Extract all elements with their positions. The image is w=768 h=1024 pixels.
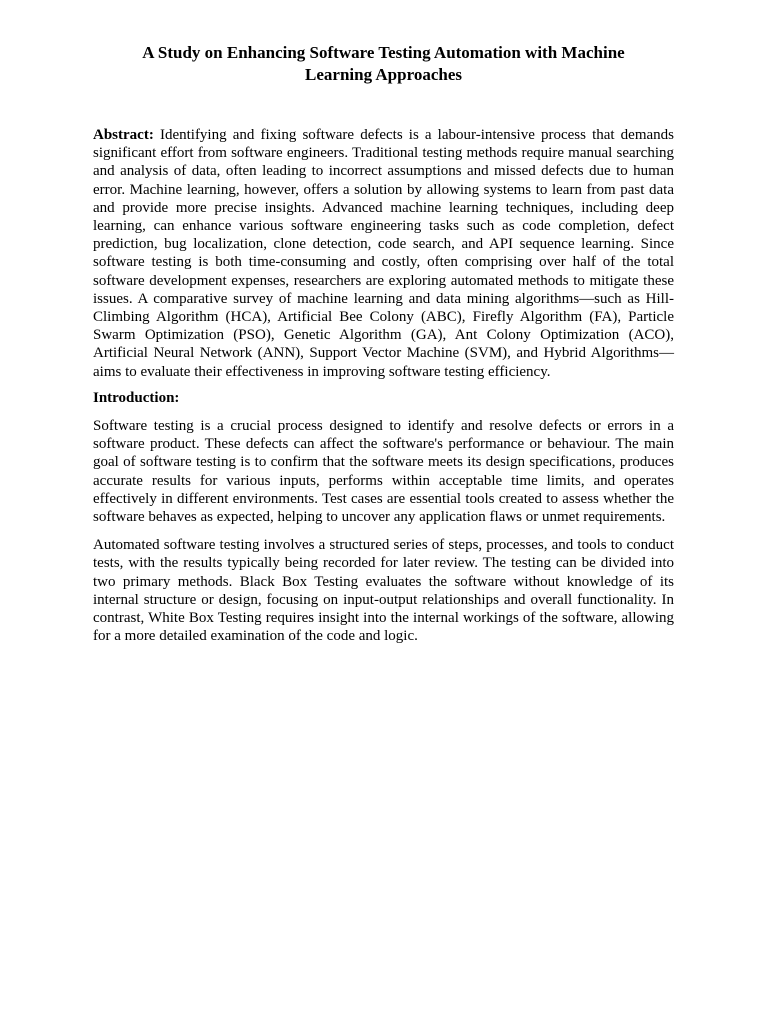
paper-page (93, 42, 674, 645)
introduction-paragraph-1: Software testing is a crucial process designed to identify and resolve defects or errors in a software product. These defects can affect the software's performance or behaviour. The main goal of software testing is to confirm that the software meets its design specifications, produces accurate results for various inputs, performs within acceptable time limits, and operates effectively in different environments. Test cases are essential tools created to assess whether the software behaves as expected, helping to uncover any application flaws or unmet requirements. (93, 418, 674, 526)
introduction-heading: Introduction: (93, 389, 180, 406)
abstract-paragraph (93, 126, 674, 381)
paper-title: A Study on Enhancing Software Testing Automation with Machine Learning Approaches (142, 43, 625, 84)
introduction-paragraph-2: Automated software testing involves a structured series of steps, processes, and tools to conduct tests, with the results typically being recorded for later review. The testing can be divided into two primary methods. Black Box Testing evaluates the software without knowledge of its internal structure or design, focusing on input-output relationships and overall functionality. In contrast, White Box Testing requires insight into the internal workings of the software, allowing for a more detailed examination of the code and logic. (93, 537, 674, 645)
abstract-label: Abstract: (93, 127, 154, 143)
abstract-text: Identifying and fixing software defects is a labour-intensive process that demands significant effort from software engineers. Traditional testing methods require manual searching and analysis of data, often leading to incorrect assumptions and missed defects due to human error. Machine learning, however, offers a solution by allowing systems to learn from past data and provide more precise insights. Advanced machine learning techniques, including deep learning, can enhance various software engineering tasks such as code completion, defect prediction, bug localization, clone detection, code search, and API sequence learning. Since software testing is both time-consuming and costly, often comprising over half of the total software development expenses, researchers are exploring automated methods to mitigate these issues. A comparative survey of machine learning and data mining algorithms—such as Hill-Climbing Algorithm (HCA), Artificial Bee Colony (ABC), Firefly Algorithm (FA), Particle Swarm Optimization (PSO), Genetic Algorithm (GA), Ant Colony Optimization (ACO), Artificial Neural Network (ANN), Support Vector Machine (SVM), and Hybrid Algorithms—aims to evaluate their effectiveness in improving software testing efficiency. (93, 127, 675, 380)
